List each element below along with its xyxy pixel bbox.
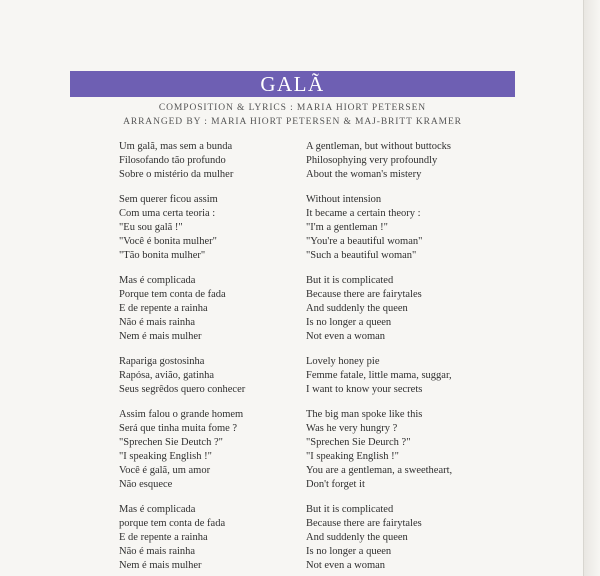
portuguese-lyric-line: Porque tem conta de fada bbox=[119, 289, 226, 300]
portuguese-lyric-line: Rapósa, avião, gatinha bbox=[119, 370, 215, 381]
portuguese-lyric-line: "Eu sou galã !" bbox=[119, 222, 183, 233]
english-lyric-line: Is no longer a queen bbox=[306, 317, 392, 328]
english-stanza bbox=[306, 355, 506, 397]
portuguese-stanza bbox=[119, 408, 299, 492]
portuguese-lyric-line: Mas é complicada bbox=[119, 504, 196, 515]
portuguese-stanza bbox=[119, 503, 299, 573]
portuguese-lyric-line: Não é mais rainha bbox=[119, 317, 196, 328]
english-lyric-line: "I'm a gentleman !" bbox=[306, 222, 388, 233]
english-lyric-line: About the woman's mistery bbox=[306, 169, 422, 180]
portuguese-lyric-line: Você é galã, um amor bbox=[119, 465, 211, 476]
portuguese-lyric-line: Nem é mais mulher bbox=[119, 560, 202, 571]
english-lyric-line: Because there are fairytales bbox=[306, 289, 422, 300]
portuguese-lyric-line: "I speaking English !" bbox=[119, 451, 212, 462]
portuguese-stanza bbox=[119, 140, 299, 182]
english-stanza bbox=[306, 193, 506, 263]
portuguese-stanza bbox=[119, 274, 299, 344]
portuguese-lyric-line: Assim falou o grande homem bbox=[119, 409, 244, 420]
portuguese-lyric-line: E de repente a rainha bbox=[119, 303, 208, 314]
portuguese-lyric-line: Rapariga gostosinha bbox=[119, 356, 205, 367]
portuguese-lyric-line: Mas é complicada bbox=[119, 275, 196, 286]
page-spine-shadow bbox=[584, 0, 600, 576]
english-lyric-line: Without intension bbox=[306, 194, 382, 205]
portuguese-lyric-line: Não é mais rainha bbox=[119, 546, 196, 557]
portuguese-lyrics-column bbox=[119, 140, 299, 573]
english-stanza bbox=[306, 503, 506, 573]
english-lyric-line: Philosophying very profoundly bbox=[306, 155, 438, 166]
english-lyric-line: And suddenly the queen bbox=[306, 303, 408, 314]
english-lyric-line: "I speaking English !" bbox=[306, 451, 399, 462]
portuguese-lyric-line: Nem é mais mulher bbox=[119, 331, 202, 342]
portuguese-lyric-line: E de repente a rainha bbox=[119, 532, 208, 543]
portuguese-lyric-line: "Sprechen Sie Deutch ?" bbox=[119, 437, 223, 448]
portuguese-lyric-line: Seus segrêdos quero conhecer bbox=[119, 384, 246, 395]
portuguese-lyric-line: Um galã, mas sem a bunda bbox=[119, 141, 233, 152]
english-stanza bbox=[306, 408, 506, 492]
portuguese-stanza bbox=[119, 355, 299, 397]
english-stanza bbox=[306, 274, 506, 344]
english-stanza bbox=[306, 140, 506, 182]
english-lyric-line: Is no longer a queen bbox=[306, 546, 392, 557]
english-lyric-line: Lovely honey pie bbox=[306, 356, 380, 367]
english-lyric-line: You are a gentleman, a sweetheart, bbox=[306, 465, 453, 476]
english-lyric-line: "Sprechen Sie Deurch ?" bbox=[306, 437, 411, 448]
portuguese-lyric-line: Não esquece bbox=[119, 479, 173, 490]
portuguese-lyric-line: porque tem conta de fada bbox=[119, 518, 226, 529]
english-lyric-line: And suddenly the queen bbox=[306, 532, 408, 543]
english-lyric-line: Because there are fairytales bbox=[306, 518, 422, 529]
portuguese-lyric-line: Sem querer ficou assim bbox=[119, 194, 218, 205]
english-lyric-line: Was he very hungry ? bbox=[306, 423, 398, 434]
composition-credit: COMPOSITION & LYRICS : MARIA HIORT PETERSEN bbox=[158, 103, 427, 113]
portuguese-lyric-line: Filosofando tão profundo bbox=[119, 155, 226, 166]
title-banner bbox=[70, 71, 515, 97]
english-lyric-line: Don't forget it bbox=[306, 479, 365, 490]
english-lyric-line: I want to know your secrets bbox=[306, 384, 423, 395]
english-lyric-line: "Such a beautiful woman" bbox=[306, 250, 417, 261]
arrangement-credit: ARRANGED BY : MARIA HIORT PETERSEN & MAJ-BRITT KRAMER bbox=[123, 117, 462, 127]
english-lyric-line: Not even a woman bbox=[306, 560, 386, 571]
english-lyric-line: But it is complicated bbox=[306, 504, 394, 515]
english-lyric-line: Femme fatale, little mama, suggar, bbox=[306, 370, 452, 381]
portuguese-lyric-line: Sobre o mistério da mulher bbox=[119, 169, 234, 180]
english-lyrics-column bbox=[306, 140, 506, 573]
portuguese-lyric-line: "Tão bonita mulher" bbox=[119, 250, 206, 261]
portuguese-lyric-line: Com uma certa teoria : bbox=[119, 208, 216, 219]
english-lyric-line: It became a certain theory : bbox=[306, 208, 421, 219]
english-lyric-line: "You're a beautiful woman" bbox=[306, 236, 423, 247]
portuguese-stanza bbox=[119, 193, 299, 263]
english-lyric-line: But it is complicated bbox=[306, 275, 394, 286]
english-lyric-line: The big man spoke like this bbox=[306, 409, 423, 420]
portuguese-lyric-line: "Você é bonita mulher" bbox=[119, 236, 217, 247]
song-title: GALÃ bbox=[260, 71, 325, 96]
english-lyric-line: A gentleman, but without buttocks bbox=[306, 141, 451, 152]
portuguese-lyric-line: Será que tinha muita fome ? bbox=[119, 423, 238, 434]
english-lyric-line: Not even a woman bbox=[306, 331, 386, 342]
